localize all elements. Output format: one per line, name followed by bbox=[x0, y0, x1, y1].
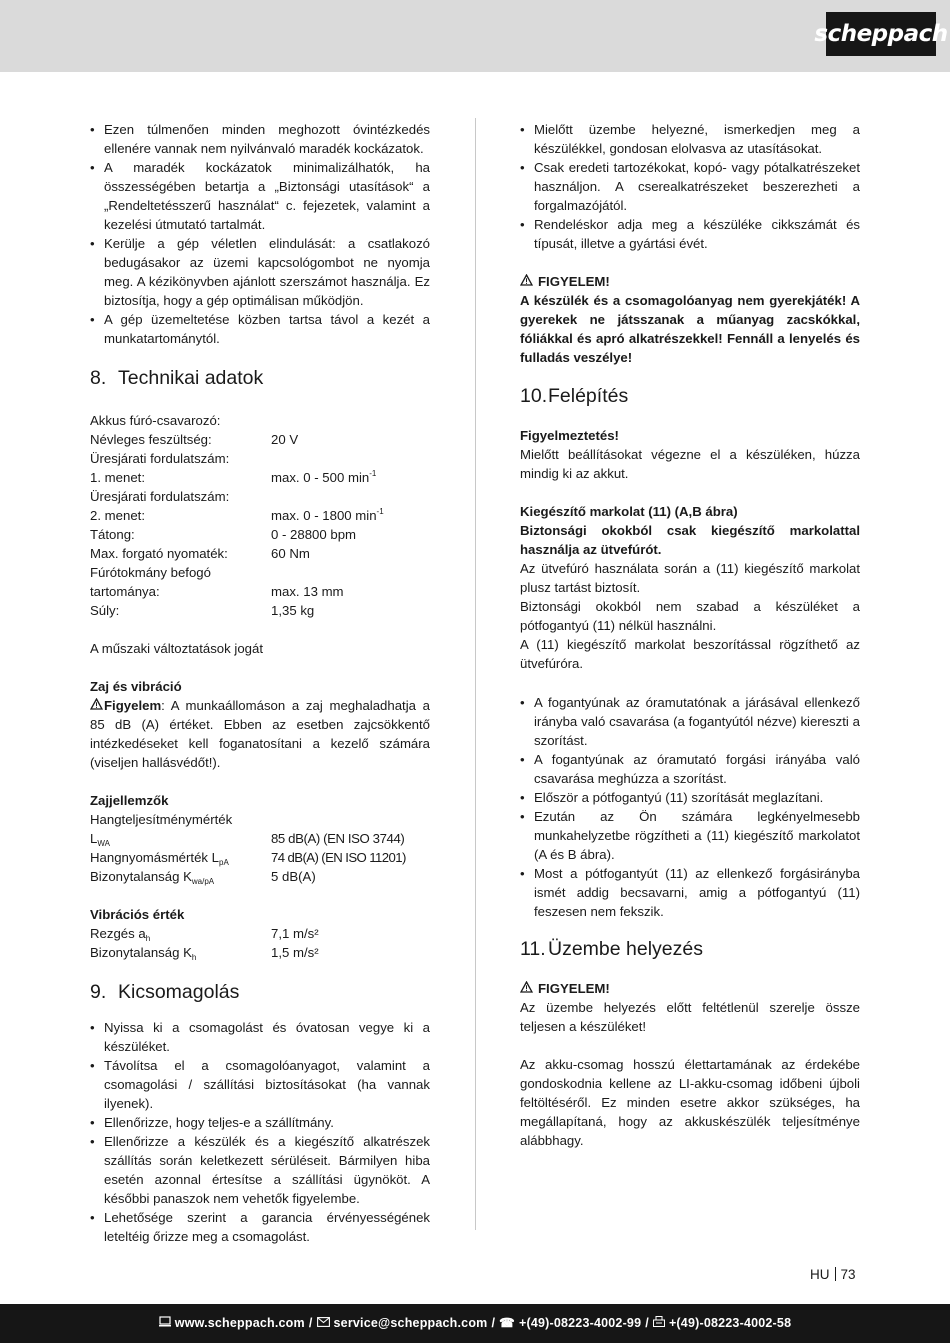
section-title: Felépítés bbox=[548, 385, 629, 407]
table-row bbox=[90, 430, 430, 449]
section-heading-9 bbox=[90, 980, 430, 1004]
list-item: • A maradék kockázatok minimalizálhatók, ha összességében betartja a „Biztonsági utasítások“ a „Rendeltetésszerű használat“ c. fejezetek, valamint a kezelési útmutató tartalmát. bbox=[90, 158, 430, 234]
child-safety-warning: A készülék és a csomagolóanyag nem gyerekjáték! A gyerekek ne játsszanak a műanyag zacskókkal, fóliákkal és apró alkatrészekkel! Fennáll a lenyelés és fulladás veszélye! bbox=[520, 293, 860, 365]
warning-triangle-icon bbox=[520, 272, 538, 291]
spec-key-text: Bizonytalanság K bbox=[90, 869, 192, 884]
list-item: • Lehetősége szerint a garancia érvényességének leteltéig őrizze meg a csomagolást. bbox=[90, 1208, 430, 1246]
product-label: Akkus fúró-csavarozó: bbox=[90, 413, 221, 428]
footer-fax: +(49)-08223-4002-58 bbox=[668, 1316, 792, 1330]
spec-key: Hangteljesítménymérték bbox=[90, 812, 233, 827]
list-item: • Rendeléskor adja meg a készüléke cikkszámát és típusát, illetve a gyártási évét. bbox=[520, 215, 860, 253]
list-item: • Nyissa ki a csomagolást és óvatosan vegye ki a készüléket. bbox=[90, 1018, 430, 1056]
spec-value: max. 13 mm bbox=[271, 584, 344, 599]
column-divider bbox=[475, 118, 476, 1230]
table-row bbox=[90, 924, 430, 943]
spec-value: 1,5 m/s² bbox=[271, 945, 319, 960]
list-item: • Csak eredeti tartozékokat, kopó- vagy pótalkatrészeket használjon. A cserealkatrészeket beszerezheti a forgalmazójától. bbox=[520, 158, 860, 215]
table-row bbox=[90, 468, 430, 487]
paragraph: Az üzembe helyezés előtt feltétlenül szerelje össze teljesen a készüléket! bbox=[520, 1000, 860, 1034]
handle-safety-note: Biztonsági okokból csak kiegészítő markolattal használja az ütvefúrót. bbox=[520, 523, 860, 557]
table-row bbox=[90, 848, 430, 867]
list-item: • Ezen túlmenően minden meghozott óvintézkedés ellenére vannak nem nyilvánvaló maradék kockázatok. bbox=[90, 120, 430, 158]
table-row bbox=[90, 487, 430, 506]
list-item: • Mielőtt üzembe helyezné, ismerkedjen meg a készülékkel, gondosan elolvasva az utasításokat. bbox=[520, 120, 860, 158]
list-item: • Kerülje a gép véletlen elindulását: a csatlakozó bedugásakor az üzemi kapcsológombot ne nyomja meg. A kézikönyvben ajánlott szerszámot használja. Ez biztosítja, hogy a gép optimálisan működjön. bbox=[90, 234, 430, 310]
spec-key-text: Bizonytalanság K bbox=[90, 945, 192, 960]
list-item: • Most a pótfogantyút (11) az ellenkező forgásirányba ismét addig becsavarni, amig a pótfogantyú (11) feszesen nem fekszik. bbox=[520, 864, 860, 921]
paragraph: Az ütvefúró használata során a (11) kiegészítő markolat plusz tartást biztosít. bbox=[520, 561, 860, 595]
spec-value bbox=[271, 506, 430, 525]
footer-bar bbox=[0, 1304, 950, 1343]
table-row bbox=[90, 506, 430, 525]
left-column bbox=[90, 120, 430, 1246]
list-item: • Ezután az Ön számára legkényelmesebb munkahelyzetbe rögzítheti a (11) kiegészítő markolatot (A és B ábra). bbox=[520, 807, 860, 864]
intro-bullet-list bbox=[90, 120, 430, 348]
spec-key: tartománya: bbox=[90, 584, 160, 599]
spec-value bbox=[271, 810, 430, 829]
spec-value: 5 dB(A) bbox=[271, 869, 316, 884]
table-row bbox=[90, 525, 430, 544]
footer-separator: / bbox=[645, 1316, 649, 1330]
spec-value: 7,1 m/s² bbox=[271, 926, 319, 941]
list-item: • Először a pótfogantyú (11) szorítását meglazítani. bbox=[520, 788, 860, 807]
spec-key: Max. forgató nyomaték: bbox=[90, 546, 228, 561]
spec-key: Súly: bbox=[90, 603, 120, 618]
spec-value-exponent: -1 bbox=[376, 507, 384, 516]
footer-phone[interactable]: +(49)-08223-4002-99 bbox=[518, 1316, 642, 1330]
spec-key bbox=[90, 848, 271, 867]
spec-key-subscript: h bbox=[145, 934, 151, 943]
warning-label: FIGYELEM! bbox=[538, 981, 610, 996]
warning-label: FIGYELEM! bbox=[538, 274, 610, 289]
warning-heading bbox=[520, 979, 860, 998]
spec-key: 2. menet: bbox=[90, 508, 145, 523]
section-heading-8 bbox=[90, 366, 430, 390]
table-row bbox=[90, 810, 430, 829]
list-item: • A fogantyúnak az óramutató forgási irányába való csavarása meghúzza a szorítást. bbox=[520, 750, 860, 788]
paragraph: Biztonsági okokból nem szabad a készüléket a pótfogantyú (11) nélkül használni. bbox=[520, 599, 860, 633]
footer-separator: / bbox=[308, 1316, 313, 1330]
warning-triangle-icon bbox=[520, 979, 538, 998]
page-language: HU bbox=[810, 1267, 830, 1282]
noise-table bbox=[90, 810, 430, 886]
spec-value-exponent: -1 bbox=[369, 469, 377, 478]
spec-value bbox=[271, 468, 430, 487]
caution-text: Mielőtt beállításokat végezne el a készüléken, húzza mindig ki az akkut. bbox=[520, 447, 860, 481]
spec-key-text: L bbox=[90, 831, 98, 846]
section-heading-11 bbox=[520, 937, 860, 961]
spec-key: Névleges feszültség: bbox=[90, 432, 212, 447]
spec-value: 60 Nm bbox=[271, 546, 310, 561]
handle-bullet-list bbox=[520, 693, 860, 921]
fax-icon bbox=[653, 1314, 665, 1333]
spec-key: Üresjárati fordulatszám: bbox=[90, 489, 230, 504]
spec-key-text: Hangnyomásmérték L bbox=[90, 850, 220, 865]
warning-text: : A munkaállomáson a zaj meghaladhatja a 85 dB (A) értéket. Ebben az esetben zajcsökkentő intézkedéseket kell foganatosítani a kezelő számára (viseljen hallásvédőt!). bbox=[90, 698, 430, 770]
warning-triangle-icon bbox=[90, 696, 104, 715]
warning-heading bbox=[520, 272, 860, 291]
spec-value: 85 dB(A) (EN ISO 3744) bbox=[271, 831, 405, 846]
envelope-icon bbox=[317, 1314, 330, 1333]
spec-key-subscript: wa/pA bbox=[191, 877, 215, 886]
spec-table bbox=[90, 430, 430, 620]
section-heading-10 bbox=[520, 384, 860, 408]
section-number: 10. bbox=[520, 385, 548, 407]
section-number: 11. bbox=[520, 938, 546, 960]
spec-value-text: max. 0 - 1800 min bbox=[271, 508, 377, 523]
spec-value bbox=[271, 563, 430, 582]
spec-key: Fúrótokmány befogó bbox=[90, 565, 211, 580]
spec-value: 20 V bbox=[271, 432, 299, 447]
spec-key-subscript: WA bbox=[97, 839, 110, 848]
spec-key: 1. menet: bbox=[90, 470, 145, 485]
spec-key bbox=[90, 924, 271, 943]
warning-label: Figyelem bbox=[104, 698, 162, 713]
table-row bbox=[90, 563, 430, 582]
right-column bbox=[520, 120, 860, 1150]
phone-icon: ☎ bbox=[499, 1316, 515, 1330]
separator bbox=[835, 1267, 836, 1281]
list-item: • Ellenőrizze, hogy teljes-e a szállítmány. bbox=[90, 1113, 430, 1132]
page-number-value: 73 bbox=[840, 1267, 856, 1282]
footer-separator: / bbox=[491, 1316, 496, 1330]
table-row bbox=[90, 943, 430, 962]
section-number: 8. bbox=[90, 367, 107, 389]
spec-value bbox=[271, 449, 430, 468]
monitor-icon bbox=[159, 1314, 171, 1333]
table-row bbox=[90, 867, 430, 886]
list-item: • Ellenőrizze a készülék és a kiegészítő alkatrészek szállítás során keletkezett sérüléseit. Bármilyen hiba esetén azonnal értesítse a szállítási ügynököt. A későbbi panaszok nem vehetők figyelembe. bbox=[90, 1132, 430, 1208]
spec-value bbox=[271, 487, 430, 506]
page-number bbox=[810, 1265, 856, 1284]
caution-title: Figyelmeztetés! bbox=[520, 428, 619, 443]
spec-key: Tátong: bbox=[90, 527, 135, 542]
spec-value-text: max. 0 - 500 min bbox=[271, 470, 370, 485]
paragraph: Az akku-csomag hosszú élettartamának az érdekébe gondoskodnia kellene az LI-akku-csomag időbeni újboli feltöltéséről. Ez minden esetre akkor szükséges, ha megállapítaná, hogy az akkuskészülék teljesítménye alábbhagy. bbox=[520, 1057, 860, 1148]
vibration-table bbox=[90, 924, 430, 962]
spec-key: Üresjárati fordulatszám: bbox=[90, 451, 230, 466]
footer-website[interactable]: www.scheppach.com bbox=[174, 1316, 305, 1330]
section-title: Technikai adatok bbox=[118, 367, 264, 389]
table-row bbox=[90, 582, 430, 601]
noise-warning bbox=[90, 696, 430, 772]
technical-changes-note: A műszaki változtatások jogát bbox=[90, 641, 263, 656]
paragraph: A (11) kiegészítő markolat beszorítással rögzíthető az ütvefúróra. bbox=[520, 637, 860, 671]
brand-logo: scheppach bbox=[826, 12, 936, 56]
section-title: Üzembe helyezés bbox=[548, 938, 703, 960]
spec-key-subscript: h bbox=[191, 953, 197, 962]
list-item: • A fogantyúnak az óramutatónak a járásával ellenkező irányba való csavarása (a fogantyútól nézve) kiereszti a szorítást. bbox=[520, 693, 860, 750]
spec-key bbox=[90, 867, 271, 886]
unpacking-bullet-list bbox=[90, 1018, 430, 1246]
section-number: 9. bbox=[90, 981, 107, 1003]
intro-bullet-list bbox=[520, 120, 860, 253]
footer-email[interactable]: service@scheppach.com bbox=[333, 1316, 488, 1330]
handle-title: Kiegészítő markolat (11) (A,B ábra) bbox=[520, 504, 738, 519]
spec-key-subscript: pA bbox=[219, 858, 229, 867]
spec-value: 0 - 28800 bpm bbox=[271, 527, 357, 542]
table-row bbox=[90, 544, 430, 563]
list-item: • Távolítsa el a csomagolóanyagot, valamint a csomagolási / szállítási biztosításokat (ha vannak ilyenek). bbox=[90, 1056, 430, 1113]
table-row bbox=[90, 829, 430, 848]
noise-vibration-title: Zaj és vibráció bbox=[90, 679, 182, 694]
noise-characteristics-title: Zajjellemzők bbox=[90, 793, 169, 808]
spec-key bbox=[90, 829, 271, 848]
section-title: Kicsomagolás bbox=[118, 981, 240, 1003]
spec-key-text: Rezgés a bbox=[90, 926, 146, 941]
spec-value: 74 dB(A) (EN ISO 11201) bbox=[271, 850, 406, 865]
list-item: • A gép üzemeltetése közben tartsa távol a kezét a munkatartománytól. bbox=[90, 310, 430, 348]
vibration-title: Vibrációs érték bbox=[90, 907, 185, 922]
table-row bbox=[90, 601, 430, 620]
spec-key bbox=[90, 943, 271, 962]
spec-value: 1,35 kg bbox=[271, 603, 315, 618]
header-bar bbox=[0, 0, 950, 72]
table-row bbox=[90, 449, 430, 468]
